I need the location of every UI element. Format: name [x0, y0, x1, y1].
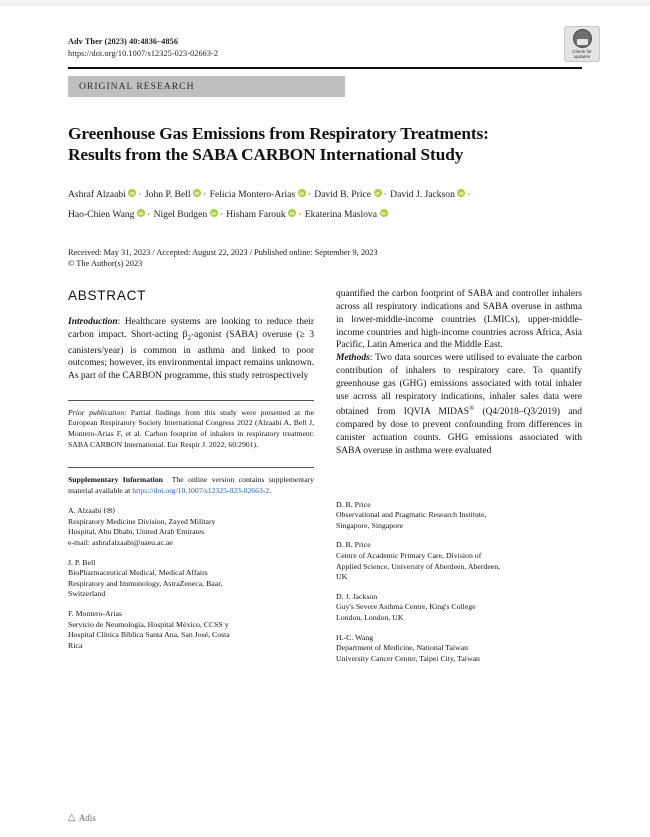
affiliation-line: BioPharmaceutical Medical, Medical Affairs — [68, 568, 208, 578]
abstract-methods-text-a: : Two data sources were utilised to evaluate the carbon contribution of inhalers to respiratory care. To quantify greenhouse gas (GHG) emissions associated with total inhaler use across all respiratory indications, inhaler sales data were obtained from IQVIA MIDAS — [336, 353, 582, 418]
header-divider — [68, 67, 582, 69]
affiliation-line: Switzerland — [68, 589, 106, 599]
page-title: Greenhouse Gas Emissions from Respiratory Treatments: Results from the SABA CARBON International Study — [68, 123, 489, 165]
footer — [68, 812, 96, 823]
author-entry — [145, 189, 202, 200]
affiliation-author-name: H.-C. Wang — [336, 632, 374, 642]
affiliation-line: University Cancer Center, Taipei City, Taiwan — [336, 653, 480, 663]
triangle-icon: △ — [68, 812, 76, 823]
orcid-icon[interactable] — [380, 209, 388, 217]
supplementary-information-note — [68, 475, 314, 496]
affiliation-block — [336, 592, 582, 624]
affiliation-email — [68, 538, 314, 549]
affiliation-line: Department of Medicine, National Taiwan — [336, 643, 469, 653]
orcid-icon[interactable] — [298, 189, 306, 197]
affiliation-line: London, London, UK — [336, 613, 404, 623]
orcid-icon[interactable] — [128, 189, 136, 197]
affiliation-block — [68, 558, 314, 600]
author-name: David B. Price — [314, 188, 372, 200]
affiliation-block — [68, 506, 314, 548]
author-separator: · — [146, 208, 151, 220]
orcid-icon[interactable] — [288, 209, 296, 217]
author-name: David J. Jackson — [390, 188, 455, 200]
author-entry — [68, 209, 146, 220]
article-type-label: ORIGINAL RESEARCH — [79, 80, 195, 92]
author-name: Hao-Chien Wang — [68, 208, 135, 220]
author-name: Hisham Farouk — [226, 208, 286, 220]
supplementary-trailing: . — [269, 485, 272, 495]
registered-trademark-icon: ® — [469, 405, 475, 413]
affiliation-author — [68, 506, 314, 517]
affiliation-line: Applied Science, University of Aberdeen, Aberdeen, — [336, 561, 501, 571]
author-name: Felicia Montero-Arias — [209, 188, 296, 200]
orcid-icon[interactable] — [193, 189, 201, 197]
prior-publication-text: : Partial findings from this study were presented at the European Respiratory Society International Congress 2022 (Alzaabi A, Bell J, Montero-Arias F, et al. Carbon footprint of inhalers in respiratory treatment: SABA CARBON International. Eur Respir J. 2022; 60:2901). — [68, 407, 314, 449]
author-separator: · — [383, 188, 387, 200]
supplementary-link[interactable]: https://doi.org/10.1007/s12325-023-02663-2 — [132, 485, 270, 495]
author-list — [68, 185, 508, 225]
publication-dates — [68, 247, 582, 271]
note-divider-bottom — [68, 467, 314, 468]
prior-publication-label: Prior publication — [68, 407, 125, 417]
author-entry — [314, 189, 382, 200]
author-entry — [210, 189, 307, 200]
author-entry — [226, 209, 297, 220]
affiliation-block — [336, 633, 582, 665]
affiliation-line: Respiratory Medicine Division, Zayed Military — [68, 516, 216, 526]
column-right — [336, 288, 582, 673]
affiliation-line: Rica — [68, 640, 83, 650]
author-name: Ekaterina Maslova — [304, 208, 377, 220]
affiliation-author-name: D. J. Jackson — [336, 591, 378, 601]
email-address[interactable]: ashrafalzaabi@uaeu.ac.ae — [92, 538, 173, 547]
orcid-icon[interactable] — [457, 189, 465, 197]
author-entry — [68, 189, 137, 200]
email-label: e-mail: — [68, 538, 91, 547]
affiliation-block — [336, 540, 582, 582]
author-separator: · — [203, 188, 207, 200]
author-separator: · — [307, 188, 311, 200]
abstract-introduction-continued: quantified the carbon footprint of SABA and controller inhalers across all respiratory indications and SABA overuse in asthma in lower-middle-income countries (LMICs), upper-middle-income countries and high-income countries across Africa, Asia Pacific, Latin America and the Middle East. — [336, 289, 582, 351]
publisher-name: Adis — [78, 812, 96, 823]
body-columns — [68, 288, 582, 673]
check-for-updates-line1: Check for — [572, 49, 592, 54]
journal-header — [68, 36, 582, 59]
abstract-methods-label: Methods — [336, 353, 370, 364]
author-separator: · — [138, 188, 142, 200]
affiliation-line: Centre of Academic Primary Care, Division of — [336, 551, 482, 561]
orcid-icon[interactable] — [137, 209, 145, 217]
page-top-strip — [0, 0, 650, 6]
affiliation-block — [68, 609, 314, 651]
affiliation-line: Hospital, Abu Dhabi, United Arab Emirates — [68, 527, 205, 537]
author-separator: · — [298, 208, 302, 220]
abstract-methods — [336, 352, 582, 458]
affiliation-line: Hospital Clínica Bíblica Santa Ana, San José, Costa — [68, 630, 230, 640]
affiliation-author-name: J. P. Bell — [68, 557, 96, 567]
abstract-introduction-text-b: -agonist (SABA) overuse (≥ 3 canisters/year) is common in asthma and linked to poor outcomes; however, its environmental impact remains unknown. As part of the CARBON programme, this study retrospectively — [68, 329, 314, 382]
affiliation-author-name: A. Alzaabi — [68, 506, 102, 516]
author-name: John P. Bell — [144, 188, 191, 200]
abstract-heading: ABSTRACT — [68, 288, 147, 304]
envelope-icon: (✉) — [103, 506, 116, 516]
check-for-updates-line2: updates — [573, 54, 591, 60]
beta2-subscript: 2 — [187, 333, 191, 342]
column-left — [68, 288, 314, 673]
journal-doi[interactable]: https://doi.org/10.1007/s12325-023-02663-2 — [68, 48, 219, 58]
note-divider-top — [68, 400, 314, 401]
author-separator: · — [467, 188, 471, 200]
page-content — [68, 36, 582, 673]
journal-citation: Adv Ther (2023) 40:4836–4856 — [68, 37, 179, 46]
affiliation-author-name: F. Montero-Arias — [68, 608, 122, 618]
supplementary-text: The online version contains supplementary material available at — [68, 475, 315, 495]
author-separator: · — [219, 208, 223, 220]
abstract-introduction-text-a: : Healthcare systems are looking to reduce their carbon impact. Short-acting β — [68, 317, 314, 340]
affiliation-line: Guy's Severe Asthma Centre, King's College — [336, 602, 476, 612]
prior-publication-note — [68, 408, 314, 450]
supplementary-label: Supplementary Information — [68, 475, 163, 485]
orcid-icon[interactable] — [374, 189, 382, 197]
affiliation-block — [336, 500, 582, 532]
affiliation-line: Servicio de Neumología, Hospital México, CCSS y — [68, 619, 229, 629]
affiliation-line: Respiratory and Immunology, AstraZeneca, Baar, — [68, 578, 223, 588]
abstract-introduction-label: Introduction — [68, 317, 118, 328]
affiliation-line: Observational and Pragmatic Research Institute, — [336, 510, 487, 520]
author-entry — [390, 189, 466, 200]
abstract-introduction — [68, 316, 314, 383]
copyright-line: © The Author(s) 2023 — [68, 259, 143, 269]
orcid-icon[interactable] — [210, 209, 218, 217]
affiliation-author-name: D. B. Price — [336, 540, 371, 550]
author-entry — [154, 209, 219, 220]
author-name: Nigel Budgen — [153, 208, 208, 220]
affiliation-author-name: D. B. Price — [336, 499, 371, 509]
author-entry — [305, 209, 389, 220]
affiliation-line: UK — [336, 572, 348, 582]
author-name: Ashraf Alzaabi — [68, 188, 126, 200]
abstract-methods-text-b: (Q4/2018–Q3/2019) and compared by dose to prevent confounding from differences in canister actuation counts. GHG emissions associated with SABA overuse in asthma were evaluated — [336, 407, 583, 456]
affiliation-line: Singapore, Singapore — [336, 520, 404, 530]
article-type-band — [68, 76, 345, 97]
dates-line: Received: May 31, 2023 / Accepted: August 22, 2023 / Published online: September 9, 2023 — [68, 247, 378, 257]
